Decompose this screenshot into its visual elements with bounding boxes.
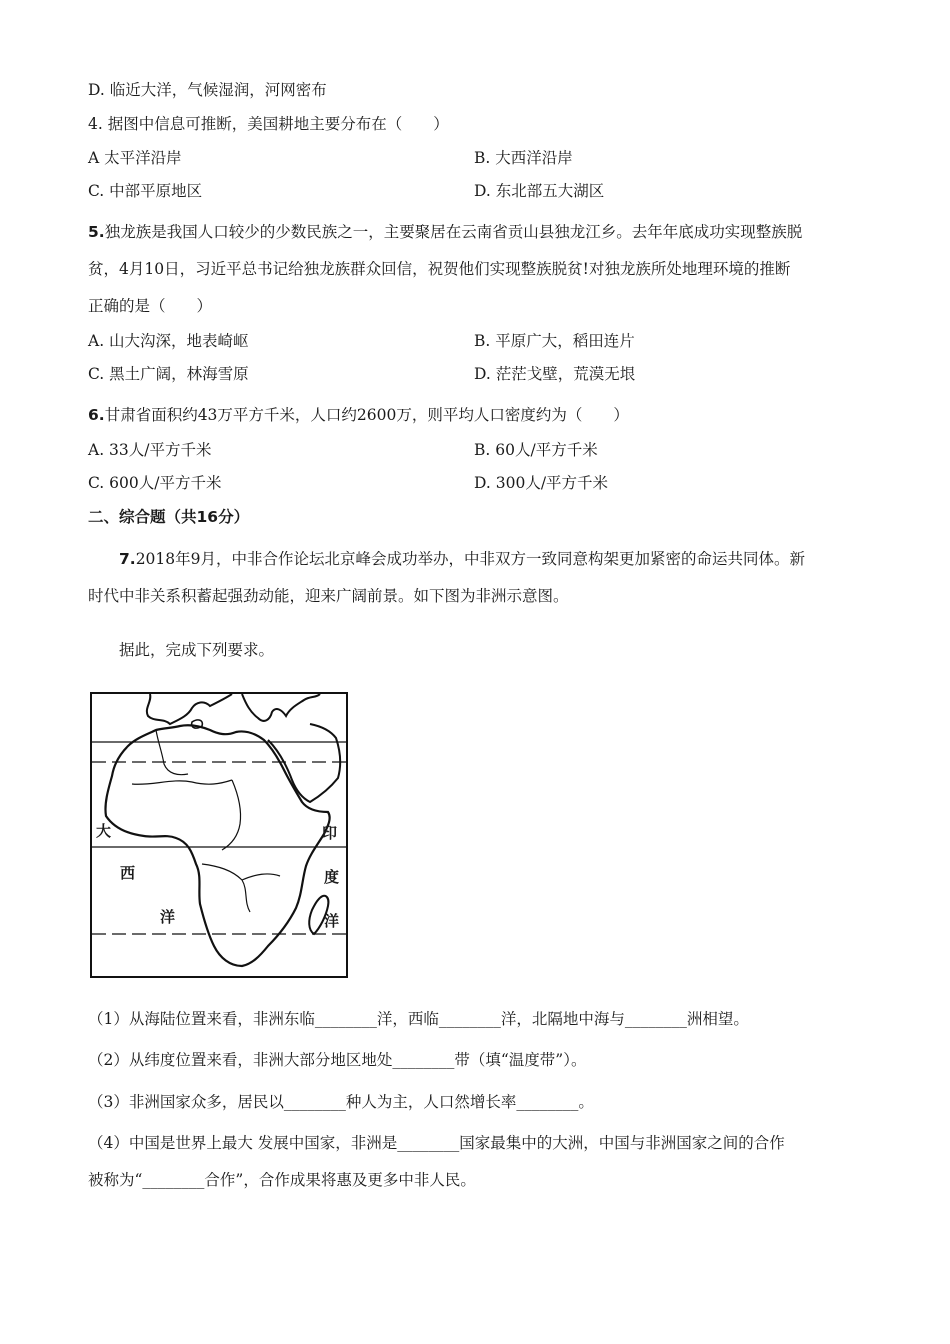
q4-option-b: B. 大西洋沿岸: [474, 149, 573, 167]
q5-stem-line2: 贫，4月10日，习近平总书记给独龙族群众回信，祝贺他们实现整族脱贫!对独龙族所处地理环境的推断: [88, 260, 791, 278]
atlantic-label-char2: 西: [120, 864, 136, 882]
q6-stem-text: 甘肃省面积约43万平方千米，人口约2600万，则平均人口密度约为（ ）: [104, 406, 629, 424]
q5-stem-line1: [88, 222, 802, 242]
q5-option-b: B. 平原广大，稻田连片: [474, 332, 635, 350]
q3-option-d: D. 临近大洋，气候湿润，河网密布: [88, 81, 327, 99]
q6-option-c: C. 600人/平方千米: [88, 474, 222, 492]
q7-number: 7.: [119, 550, 136, 568]
europe-coast-west: [147, 694, 232, 724]
region-border-2: [222, 780, 241, 850]
atlantic-label-char1: 大: [96, 822, 112, 840]
indian-label-char1: 印: [322, 824, 338, 842]
q5-option-c: C. 黑土广阔，林海雪原: [88, 365, 249, 383]
q6-option-b: B. 60人/平方千米: [474, 441, 598, 459]
q7-sub2: （2）从纬度位置来看，非洲大部分地区地处________带（填“温度带”）。: [88, 1051, 587, 1069]
region-border-1: [132, 780, 232, 784]
q6-stem: [88, 405, 629, 425]
q5-option-a: A. 山大沟深，地表崎岖: [88, 332, 249, 350]
q5-option-d: D. 茫茫戈壁，荒漠无垠: [474, 365, 636, 383]
europe-coast-east: [242, 694, 320, 721]
q5-number: 5.: [88, 223, 105, 241]
q4-option-c: C. 中部平原地区: [88, 182, 203, 200]
q7-intro-line2: 时代中非关系积蓄起强劲动能，迎来广阔前景。如下图为非洲示意图。: [88, 587, 569, 605]
q7-sub3: （3）非洲国家众多，居民以________种人为主，人口然增长率________。: [88, 1093, 594, 1111]
africa-map: [90, 692, 348, 978]
indian-label-char3: 洋: [324, 912, 340, 930]
q7-instruction: 据此，完成下列要求。: [119, 641, 275, 659]
q7-sub4-line1: （4）中国是世界上最大 发展中国家，非洲是________国家最集中的大洲，中国与非洲国家之间的合作: [88, 1134, 785, 1152]
section-title: 二、综合题（共16分）: [88, 508, 250, 526]
indian-label-char2: 度: [324, 868, 340, 886]
region-border-3: [202, 864, 250, 912]
q7-sub1: （1）从海陆位置来看，非洲东临________洋，西临________洋，北隔地中海与________洲相望。: [88, 1010, 749, 1028]
q4-option-d: D. 东北部五大湖区: [474, 182, 605, 200]
q6-option-a: A. 33人/平方千米: [88, 441, 212, 459]
region-border-5: [156, 730, 188, 775]
atlantic-label-char3: 洋: [160, 908, 176, 926]
q6-option-d: D. 300人/平方千米: [474, 474, 609, 492]
africa-map-drawing: [92, 694, 346, 976]
q5-stem-line3: 正确的是（ ）: [88, 297, 213, 315]
q7-intro-line1: [119, 549, 805, 569]
arabian-peninsula: [268, 724, 340, 802]
q4-option-a: A 太平洋沿岸: [88, 149, 182, 167]
q5-stem-text1: 独龙族是我国人口较少的少数民族之一，主要聚居在云南省贡山县独龙江乡。去年年底成功实现整族脱: [104, 223, 803, 241]
q4-stem: 4. 据图中信息可推断，美国耕地主要分布在（ ）: [88, 115, 449, 133]
q6-number: 6.: [88, 406, 105, 424]
q7-intro-text1: 2018年9月，中非合作论坛北京峰会成功举办，中非双方一致同意构架更加紧密的命运共同体。新: [135, 550, 805, 568]
region-border-4: [242, 874, 280, 880]
africa-outline: [105, 725, 329, 966]
q7-sub4-line2: 被称为“________合作”，合作成果将惠及更多中非人民。: [88, 1171, 476, 1189]
